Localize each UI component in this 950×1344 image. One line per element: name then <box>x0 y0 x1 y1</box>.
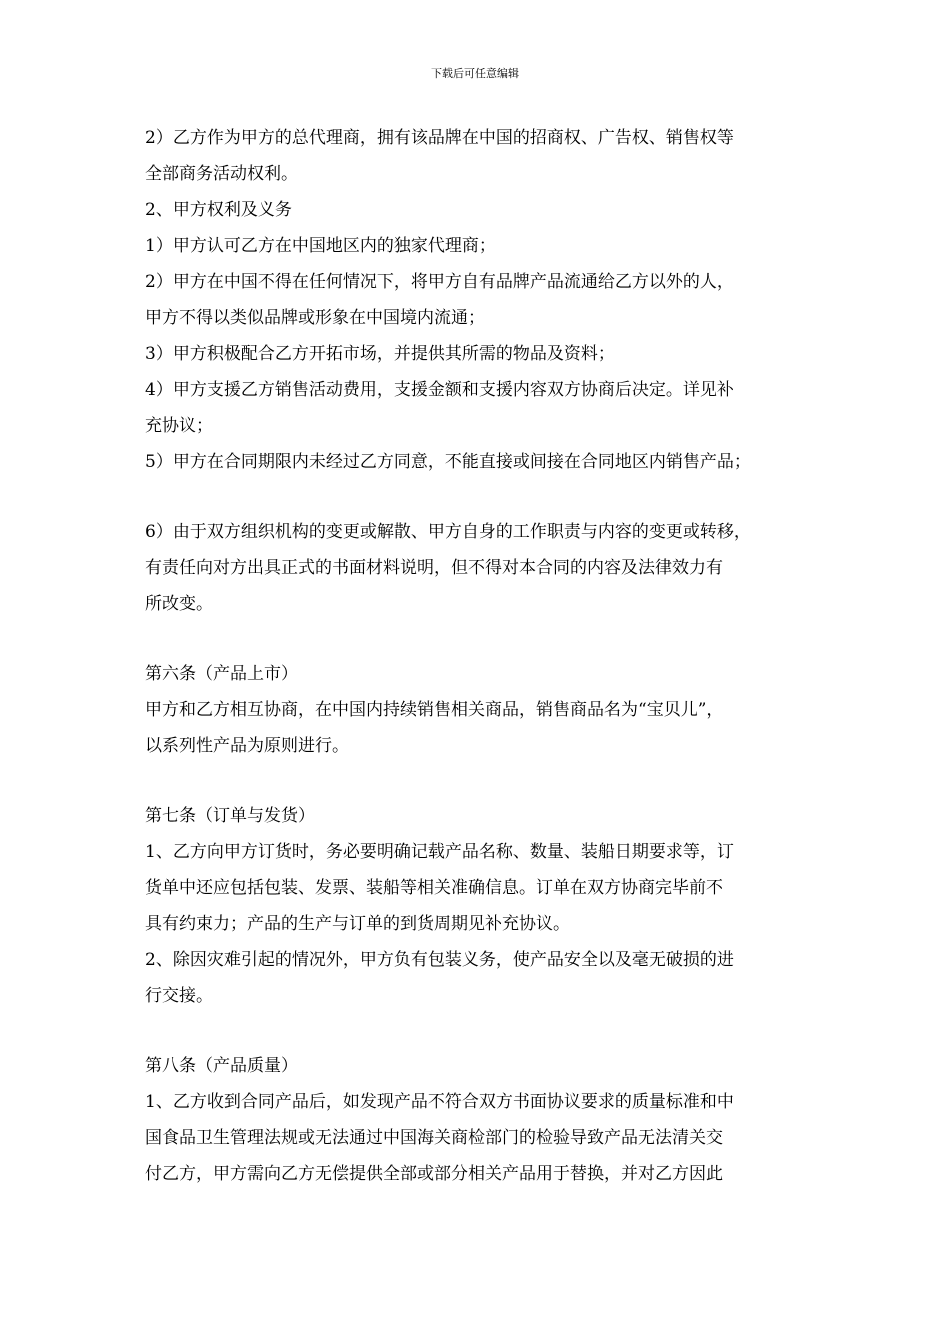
paragraph-line: 甲方和乙方相互协商，在中国内持续销售相关商品，销售商品名为“宝贝儿”， <box>145 700 724 720</box>
article-heading: 第七条（订单与发货） <box>145 806 315 826</box>
paragraph-line: 具有约束力；产品的生产与订单的到货周期见补充协议。 <box>145 914 570 934</box>
paragraph-spacer <box>145 764 825 798</box>
article-heading: 第六条（产品上市） <box>145 664 298 684</box>
page-header: 下载后可任意编辑 <box>431 67 519 80</box>
section-heading: 2、甲方权利及义务 <box>145 200 292 220</box>
paragraph-line: 货单中还应包括包装、发票、装船等相关准确信息。订单在双方协商完毕前不 <box>145 878 723 898</box>
paragraph-line: 国食品卫生管理法规或无法通过中国海关商检部门的检验导致产品无法清关交 <box>145 1128 723 1148</box>
paragraph-line: 1、乙方向甲方订货时，务必要明确记载产品名称、数量、装船日期要求等，订 <box>145 842 734 862</box>
paragraph-line: 有责任向对方出具正式的书面材料说明，但不得对本合同的内容及法律效力有 <box>145 558 723 578</box>
paragraph-spacer <box>145 1014 825 1048</box>
paragraph-line: 行交接。 <box>145 986 213 1006</box>
paragraph-line: 1）甲方认可乙方在中国地区内的独家代理商； <box>145 236 496 256</box>
paragraph-line: 1、乙方收到合同产品后，如发现产品不符合双方书面协议要求的质量标准和中 <box>145 1092 734 1112</box>
paragraph-line: 以系列性产品为原则进行。 <box>145 736 349 756</box>
paragraph-line: 6）由于双方组织机构的变更或解散、甲方自身的工作职责与内容的变更或转移， <box>145 522 751 542</box>
paragraph-line: 所改变。 <box>145 594 213 614</box>
paragraph-line: 充协议； <box>145 416 213 436</box>
paragraph-line: 2、除因灾难引起的情况外，甲方负有包装义务，使产品安全以及毫无破损的进 <box>145 950 734 970</box>
paragraph-line: 付乙方，甲方需向乙方无偿提供全部或部分相关产品用于替换，并对乙方因此 <box>145 1164 723 1184</box>
paragraph-line: 2）甲方在中国不得在任何情况下，将甲方自有品牌产品流通给乙方以外的人， <box>145 272 734 292</box>
paragraph-spacer <box>145 480 825 514</box>
paragraph-line: 4）甲方支援乙方销售活动费用，支援金额和支援内容双方协商后决定。详见补 <box>145 380 734 400</box>
article-heading: 第八条（产品质量） <box>145 1056 298 1076</box>
paragraph-line: 5）甲方在合同期限内未经过乙方同意，不能直接或间接在合同地区内销售产品； <box>145 452 751 472</box>
paragraph-line: 2）乙方作为甲方的总代理商，拥有该品牌在中国的招商权、广告权、销售权等 <box>145 128 734 148</box>
document-body <box>145 120 825 1192</box>
paragraph-line: 3）甲方积极配合乙方开拓市场，并提供其所需的物品及资料； <box>145 344 615 364</box>
paragraph-spacer <box>145 622 825 656</box>
paragraph-line: 全部商务活动权利。 <box>145 164 298 184</box>
paragraph-line: 甲方不得以类似品牌或形象在中国境内流通； <box>145 308 485 328</box>
